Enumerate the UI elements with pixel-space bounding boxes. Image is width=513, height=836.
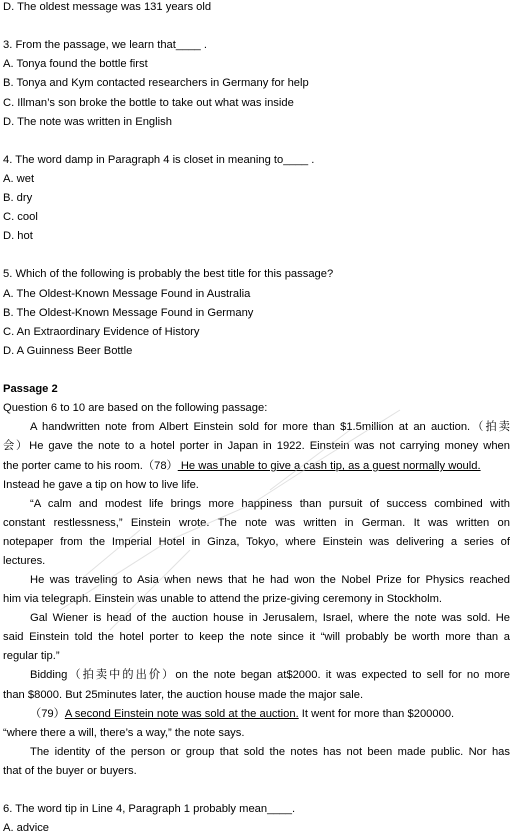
paragraph-2-line-2: constant restlessness,” Einstein wrote. The note was written in German. It was written on (3, 517, 510, 529)
q3-option-d: D. The note was written in English (3, 116, 172, 128)
paragraph-1-line-2: 会）He gave the note to a hotel porter in Japan in 1922. Einstein was not carrying money when (3, 440, 510, 452)
paragraph-2-line-4: lectures. (3, 555, 46, 567)
paragraph-4-line-1: Gal Wiener is head of the auction house in Jerusalem, Israel, where the note was sold. He (30, 612, 510, 624)
q3-option-a: A. Tonya found the bottle first (3, 58, 148, 70)
q5-option-b: B. The Oldest-Known Message Found in Germany (3, 307, 254, 319)
paragraph-3-line-2: him via telegraph. Einstein was unable to attend the prize-giving ceremony in Stockholm. (3, 593, 443, 605)
passage-2-instruction: Question 6 to 10 are based on the following passage: (3, 402, 268, 414)
paragraph-7-line-2: that of the buyer or buyers. (3, 765, 137, 777)
sentence-79-underlined: A second Einstein note was sold at the auction. (64, 708, 299, 720)
q4-stem: 4. The word damp in Paragraph 4 is closet in meaning to____ . (3, 154, 315, 166)
sentence-79-number: （79） (30, 708, 65, 720)
q6-option-a: A. advice (3, 822, 50, 834)
paragraph-5-line-2: than $8000. But 25minutes later, the auction house made the major sale. (3, 689, 364, 701)
q4-option-c: C. cool (3, 211, 38, 223)
q4-option-d: D. hot (3, 230, 33, 242)
paragraph-2-line-3: notepaper from the Imperial Hotel in Ginza, Tokyo, where Einstein was delivering a series of (3, 536, 510, 548)
q5-option-a: A. The Oldest-Known Message Found in Australia (3, 288, 251, 300)
q2-option-d: D. The oldest message was 131 years old (3, 1, 212, 13)
sentence-78-number: the porter came to his room.（78） (3, 460, 178, 472)
q5-option-d: D. A Guinness Beer Bottle (3, 345, 133, 357)
q3-option-b: B. Tonya and Kym contacted researchers in Germany for help (3, 77, 309, 89)
q6-stem: 6. The word tip in Line 4, Paragraph 1 probably mean____. (3, 803, 296, 815)
paragraph-2-line-1: “A calm and modest life brings more happiness than pursuit of success combined with (30, 498, 510, 510)
paragraph-7-line-1: The identity of the person or group that sold the notes has not been made public. Nor has (30, 746, 510, 758)
paragraph-5-line-1: Bidding（拍卖中的出价）on the note began at$2000. it was expected to sell for no more (30, 669, 510, 681)
paragraph-6-line-2: “where there a will, there’s a way,” the note says. (3, 727, 245, 739)
q3-option-c: C. Illman’s son broke the bottle to take out what was inside (3, 97, 294, 109)
q5-option-c: C. An Extraordinary Evidence of History (3, 326, 200, 338)
paragraph-4-line-3: regular tip.” (3, 650, 60, 662)
passage-2-heading: Passage 2 (3, 383, 58, 395)
paragraph-4-line-2: said Einstein told the hotel porter to keep the note since it “will probably be worth more than a (3, 631, 510, 643)
sentence-79-tail: It went for more than $200000. (298, 708, 455, 720)
paragraph-1-line-4: Instead he gave a tip on how to live life. (3, 479, 199, 491)
paragraph-1-line-1: A handwritten note from Albert Einstein sold for more than $1.5million at an auction.（拍卖 (30, 421, 510, 433)
sentence-78-underlined: He was unable to give a cash tip, as a guest normally would. (177, 460, 481, 472)
paragraph-6-line-1 (30, 707, 510, 722)
q3-stem: 3. From the passage, we learn that____ . (3, 39, 207, 51)
paragraph-1-line-3 (3, 459, 510, 474)
q4-option-a: A. wet (3, 173, 35, 185)
q4-option-b: B. dry (3, 192, 33, 204)
paragraph-3-line-1: He was traveling to Asia when news that he had won the Nobel Prize for Physics reached (30, 574, 510, 586)
q5-stem: 5. Which of the following is probably the best title for this passage? (3, 268, 334, 280)
